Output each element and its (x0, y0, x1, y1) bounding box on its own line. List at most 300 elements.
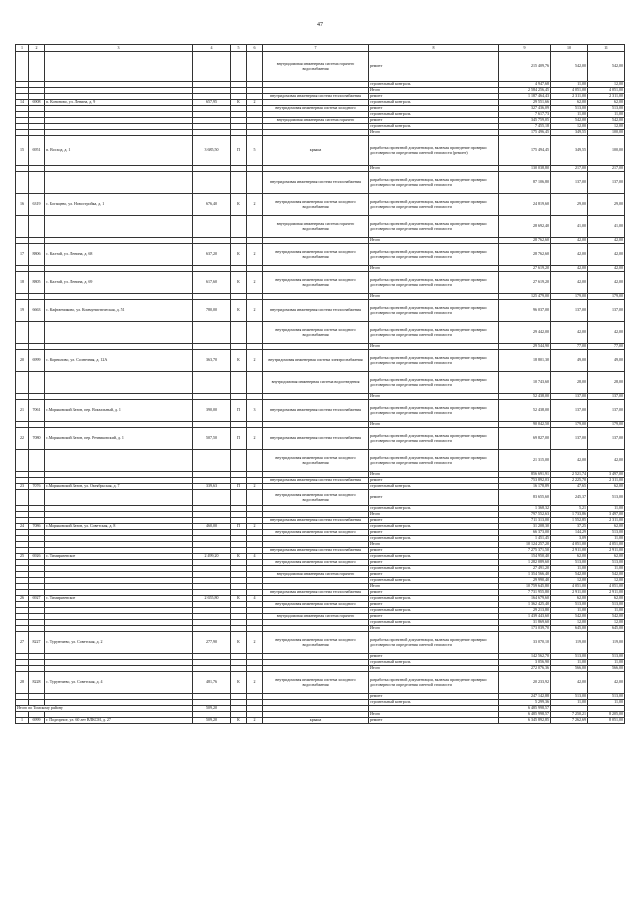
table-row (16, 490, 625, 506)
cell-cost: 175 494,45 (499, 136, 551, 166)
cell-work-type: ремонт (369, 52, 499, 82)
cell-max-unit-cost: 4 051,00 (588, 542, 625, 548)
cell-address: с. Тимирязевское (45, 554, 193, 560)
cell-unit-cost: 4 051,00 (551, 88, 588, 94)
cell-work-type: разработка проектной документации, включая проведение проверки достоверности определения сметной стоимости (369, 194, 499, 216)
cell-unit-cost: 29,00 (551, 194, 588, 216)
cell-unit-cost: 542,00 (551, 614, 588, 620)
table-row (16, 52, 625, 82)
cell-work-type: Итого (369, 584, 499, 590)
cell-system: внутридомовая инженерная система холодного водоснабжения (263, 450, 369, 472)
cell-row-number (16, 322, 29, 344)
cell-row-number (16, 450, 29, 472)
district-total-label: Итого по Томскому району (16, 706, 193, 712)
table-row (16, 244, 625, 266)
cell-area: 657,95 (193, 100, 231, 106)
cell-row-number (16, 172, 29, 194)
cell-work-type: разработка проектной документации, включая проведение проверки достоверности определения сметной стоимости (369, 428, 499, 450)
cell-unit-cost: 11,00 (551, 608, 588, 614)
cell-area: 363,70 (193, 350, 231, 372)
cell-max-unit-cost: 2 311,00 (588, 478, 625, 484)
cell-work-type: разработка проектной документации, включая проведение проверки достоверности определения сметной стоимости (369, 322, 499, 344)
cell-max-unit-cost: 42,00 (588, 272, 625, 294)
cell-max-unit-cost: 513,00 (588, 602, 625, 608)
cell-cost: 125 479,00 (499, 294, 551, 300)
cell-work-type: строительный контроль (369, 506, 499, 512)
cell-system: внутридомовая инженерная система холодного водоснабжения (263, 632, 369, 654)
cell-area: 2 499,20 (193, 554, 231, 560)
cell-work-type: ремонт (369, 490, 499, 506)
cell-unit-cost: 245,37 (551, 490, 588, 506)
cell-address: с. Калтай, ул. Ленина, д. 68 (45, 244, 193, 266)
cell-work-type: ремонт (369, 94, 499, 100)
column-header: 9 (499, 45, 551, 52)
cell-unit-cost: 137,00 (551, 428, 588, 450)
cell-max-unit-cost: 28,00 (588, 372, 625, 394)
cell-address: с. Турунтаево, ул. Советская, д. 2 (45, 632, 193, 654)
cell-max-unit-cost: 137,00 (588, 428, 625, 450)
cell-max-unit-cost: 62,00 (588, 100, 625, 106)
cell-row-number: 28 (16, 672, 29, 694)
cell-unit-cost: 7 250,21 (551, 712, 588, 718)
cell-cost: 31 869,60 (499, 620, 551, 626)
cell-house-id: 6663 (29, 300, 45, 322)
cell-cost: 27 491,20 (499, 566, 551, 572)
cell-unit-cost: 42,00 (551, 244, 588, 266)
cell-work-type: строительный контроль (369, 700, 499, 706)
cell-house-id: 6999 (29, 350, 45, 372)
cell-house-id: 6926 (29, 554, 45, 560)
cell-cost: 4 947,68 (499, 82, 551, 88)
cell-max-unit-cost: 12,00 (588, 124, 625, 130)
cell-cost: 29 551,66 (499, 100, 551, 106)
cell-work-type: Итого (369, 472, 499, 478)
cell-max-unit-cost: 77,00 (588, 344, 625, 350)
cell-unit-cost: 645,00 (551, 626, 588, 632)
cell-unit-cost: 62,00 (551, 554, 588, 560)
cell-work-type: Итого (369, 712, 499, 718)
table-row (16, 300, 625, 322)
cell-work-type: Итого (369, 166, 499, 172)
cell-work-type: ремонт (369, 694, 499, 700)
cell-work-type: ремонт (369, 118, 499, 124)
cell-cost: 1 354 566,40 (499, 572, 551, 578)
cell-unit-cost: 513,00 (551, 654, 588, 660)
cell-area (193, 216, 231, 238)
cell-building-type: К (231, 244, 247, 266)
cell-max-unit-cost: 42,00 (588, 238, 625, 244)
cell-house-id: 8806 (29, 244, 45, 266)
cell-area: 2 655,80 (193, 596, 231, 602)
cell-work-type: строительный контроль (369, 82, 499, 88)
cell-work-type: строительный контроль (369, 524, 499, 530)
cell-system: внутридомовая инженерная система горячего (263, 118, 369, 124)
cell-cost: 6 345 892,85 (499, 718, 551, 724)
cell-house-id: 6927 (29, 596, 45, 602)
cell-unit-cost: 179,00 (551, 294, 588, 300)
table-row (16, 450, 625, 472)
cell-cost: 2 584 256,45 (499, 88, 551, 94)
cell-floors: 4 (247, 554, 263, 560)
page-number: 47 (317, 22, 323, 28)
cell-floors (247, 322, 263, 344)
cell-row-number: 20 (16, 350, 29, 372)
cell-floors (247, 172, 263, 194)
repair-schedule-table (15, 44, 625, 724)
cell-max-unit-cost: 12,00 (588, 82, 625, 88)
cell-floors (247, 490, 263, 506)
cell-cost: 1 439 443,60 (499, 614, 551, 620)
cell-work-type: ремонт (369, 548, 499, 554)
cell-address: с. Тимирязевское (45, 596, 193, 602)
cell-row-number: 26 (16, 596, 29, 602)
cell-unit-cost: 5,21 (551, 506, 588, 512)
cell-unit-cost: 119,00 (551, 632, 588, 654)
cell-cost: 29 442,00 (499, 322, 551, 344)
cell-max-unit-cost: 542,00 (588, 614, 625, 620)
cell-row-number (16, 372, 29, 394)
cell-cost: 96 037,00 (499, 300, 551, 322)
cell-building-type: П (231, 484, 247, 490)
cell-cost: 18 801,30 (499, 350, 551, 372)
cell-max-unit-cost: 217,00 (588, 166, 625, 172)
cell-work-type: разработка проектной документации, включая проведение проверки достоверности определения сметной стоимости (369, 450, 499, 472)
cell-unit-cost: 566,00 (551, 666, 588, 672)
cell-unit-cost: 11,00 (551, 700, 588, 706)
cell-work-type: строительный контроль (369, 112, 499, 118)
cell-max-unit-cost: 12,00 (588, 620, 625, 626)
cell-cost: 175 496,45 (499, 130, 551, 136)
column-header: 10 (551, 45, 588, 52)
cell-house-id: 7076 (29, 484, 45, 490)
cell-system: внутридомовая инженерная система холодного водоснабжения (263, 244, 369, 266)
cell-address: с.Моряковский Затон, пер. Речниковский, д. 1 (45, 428, 193, 450)
table-row (16, 172, 625, 194)
cell-work-type: разработка проектной документации, включая проведение проверки достоверности определения сметной стоимости (369, 632, 499, 654)
cell-system: внутридомовая инженерная система холодного водоснабжения (263, 272, 369, 294)
cell-work-type: разработка проектной документации, включая проведение проверки достоверности определения сметной стоимости (369, 400, 499, 422)
cell-row-number: 1 (16, 718, 29, 724)
cell-area: 509,20 (193, 718, 231, 724)
cell-system: внутридомовая инженерная система теплоснабжения (263, 300, 369, 322)
cell-building-type: К (231, 300, 247, 322)
column-header: 8 (369, 45, 499, 52)
cell-work-type: строительный контроль (369, 536, 499, 542)
cell-unit-cost: 62,00 (551, 596, 588, 602)
cell-cost: 142 562,70 (499, 654, 551, 660)
cell-work-type: ремонт (369, 518, 499, 524)
cell-work-type: строительный контроль (369, 620, 499, 626)
cell-system: крыша (263, 718, 369, 724)
cell-unit-cost: 42,00 (551, 672, 588, 694)
cell-cost: 28 762,60 (499, 244, 551, 266)
cell-floors (247, 52, 263, 82)
cell-unit-cost: 179,00 (551, 422, 588, 428)
cell-unit-cost: 12,00 (551, 620, 588, 626)
cell-cost: 10 759 645,80 (499, 584, 551, 590)
table-row (16, 672, 625, 694)
cell-cost: 20 233,92 (499, 672, 551, 694)
cell-cost: 87 106,80 (499, 172, 551, 194)
cell-area: 637,20 (193, 244, 231, 266)
table-row (16, 272, 625, 294)
cell-system: внутридомовая инженерная система холодного (263, 602, 369, 608)
column-header: 2 (29, 45, 45, 52)
cell-max-unit-cost: 179,00 (588, 422, 625, 428)
cell-cost: 345 759,05 (499, 118, 551, 124)
cell-cost: 272 076,36 (499, 666, 551, 672)
cell-cost: 52 438,00 (499, 400, 551, 422)
cell-cost: 6 485 998,57 (499, 712, 551, 718)
cell-work-type: разработка проектной документации, включая проведение проверки достоверности определения сметной стоимости (369, 272, 499, 294)
cell-max-unit-cost: 11,00 (588, 536, 625, 542)
cell-area: 780,00 (193, 300, 231, 322)
table-row (16, 194, 625, 216)
cell-floors: 2 (247, 484, 263, 490)
cell-max-unit-cost: 513,00 (588, 694, 625, 700)
cell-building-type (231, 450, 247, 472)
cell-house-id (29, 450, 45, 472)
cell-address (45, 322, 193, 344)
cell-cost: 5 299,36 (499, 700, 551, 706)
cell-cost: 1 362 425,40 (499, 602, 551, 608)
cell-system: внутридомовая инженерная система горячего водоснабжения (263, 216, 369, 238)
cell-address: с. Калтай, ул. Ленина, д. 69 (45, 272, 193, 294)
cell-row-number: 17 (16, 244, 29, 266)
cell-floors: 2 (247, 350, 263, 372)
cell-cost: 215 409,76 (499, 52, 551, 82)
cell-row-number (16, 52, 29, 82)
cell-work-type: разработка проектной документации, включая проведение проверки достоверности определения сметной стоимости (369, 172, 499, 194)
cell-floors: 2 (247, 194, 263, 216)
cell-row-number: 27 (16, 632, 29, 654)
cell-building-type: К (231, 100, 247, 106)
cell-floors: 4 (247, 596, 263, 602)
cell-max-unit-cost: 42,00 (588, 672, 625, 694)
cell-cost: 21 315,00 (499, 450, 551, 472)
cell-max-unit-cost: 119,00 (588, 632, 625, 654)
cell-system: внутридомовая инженерная система теплоснабжения (263, 518, 369, 524)
cell-system: внутридомовая инженерная система холодного (263, 560, 369, 566)
cell-max-unit-cost: 513,00 (588, 490, 625, 506)
cell-unit-cost: 77,00 (551, 344, 588, 350)
cell-floors: 3 (247, 400, 263, 422)
cell-unit-cost: 137,00 (551, 394, 588, 400)
cell-unit-cost: 2 911,00 (551, 548, 588, 554)
cell-unit-cost: 12,00 (551, 578, 588, 584)
table-row (16, 372, 625, 394)
cell-max-unit-cost: 100,00 (588, 136, 625, 166)
cell-area: 676,40 (193, 194, 231, 216)
cell-floors (247, 372, 263, 394)
cell-area (193, 52, 231, 82)
cell-row-number: 21 (16, 400, 29, 422)
cell-unit-cost: 11,00 (551, 82, 588, 88)
cell-system: крыша (263, 136, 369, 166)
cell-max-unit-cost: 29,00 (588, 194, 625, 216)
cell-cost: 66 373,00 (499, 530, 551, 536)
cell-max-unit-cost: 11,00 (588, 700, 625, 706)
cell-cost: 90 042,50 (499, 422, 551, 428)
cell-unit-cost: 349,55 (551, 136, 588, 166)
cell-row-number: 23 (16, 484, 29, 490)
cell-max-unit-cost: 513,00 (588, 654, 625, 660)
cell-work-type: Итого (369, 422, 499, 428)
cell-address (45, 372, 193, 394)
cell-house-id: 8228 (29, 672, 45, 694)
cell-cost: 83 655,60 (499, 490, 551, 506)
cell-row-number: 14 (16, 100, 29, 106)
cell-max-unit-cost: 542,00 (588, 118, 625, 124)
cell-area: 507,50 (193, 428, 231, 450)
cell-cost: 7 275 371,50 (499, 548, 551, 554)
cell-unit-cost: 4 051,00 (551, 542, 588, 548)
cell-row-number: 22 (16, 428, 29, 450)
cell-work-type: строительный контроль (369, 608, 499, 614)
cell-max-unit-cost: 137,00 (588, 400, 625, 422)
cell-building-type: К (231, 272, 247, 294)
cell-area: 3 685,50 (193, 136, 231, 166)
cell-cost: 31 208,30 (499, 524, 551, 530)
cell-max-unit-cost: 11,00 (588, 112, 625, 118)
cell-max-unit-cost: 3 497,00 (588, 512, 625, 518)
table-header-row (16, 45, 625, 52)
cell-address: с.Моряковский Затон, ул. Советская, д. 8 (45, 524, 193, 530)
cell-max-unit-cost: 2 911,00 (588, 590, 625, 596)
cell-system: внутридомовая инженерная система холодного водоснабжения (263, 672, 369, 694)
cell-unit-cost: 144,29 (551, 530, 588, 536)
cell-work-type: ремонт (369, 614, 499, 620)
cell-unit-cost: 42,00 (551, 450, 588, 472)
cell-unit-cost: 37,25 (551, 524, 588, 530)
cell-row-number: 18 (16, 272, 29, 294)
cell-work-type: Итого (369, 344, 499, 350)
cell-max-unit-cost: 2 311,00 (588, 518, 625, 524)
cell-floors: 2 (247, 524, 263, 530)
cell-address (45, 490, 193, 506)
cell-address (45, 52, 193, 82)
cell-system: внутридомовая инженерная система теплоснабжения (263, 428, 369, 450)
cell-max-unit-cost: 137,00 (588, 300, 625, 322)
cell-floors: 2 (247, 100, 263, 106)
cell-system: внутридомовая инженерная система водоотведения (263, 372, 369, 394)
cell-system: внутридомовая инженерная система теплоснабжения (263, 590, 369, 596)
cell-unit-cost: 2 225,70 (551, 478, 588, 484)
cell-max-unit-cost: 3 497,00 (588, 472, 625, 478)
cell-max-unit-cost: 513,00 (588, 560, 625, 566)
cell-area: 460,00 (193, 524, 231, 530)
cell-cost: 29 213,80 (499, 608, 551, 614)
cell-address: п. Кононово, ул. Ленина, д. 9 (45, 100, 193, 106)
cell-work-type: разработка проектной документации, включая проведение проверки достоверности определения сметной стоимости (ремонт) (369, 136, 499, 166)
table-row (16, 322, 625, 344)
cell-building-type (231, 322, 247, 344)
cell-work-type: Итого (369, 512, 499, 518)
cell-cost: 29 544,90 (499, 344, 551, 350)
cell-unit-cost: 2 311,00 (551, 94, 588, 100)
cell-unit-cost: 217,00 (551, 166, 588, 172)
cell-floors (247, 450, 263, 472)
cell-floors: 2 (247, 718, 263, 724)
cell-address: с. Турунтаево, ул. Советская, д. 4 (45, 672, 193, 694)
cell-max-unit-cost: 62,00 (588, 524, 625, 530)
cell-work-type: разработка проектной документации, включая проведение проверки достоверности определения сметной стоимости (369, 300, 499, 322)
cell-max-unit-cost: 2 911,00 (588, 548, 625, 554)
cell-cost: 797 552,63 (499, 512, 551, 518)
cell-building-type (231, 172, 247, 194)
cell-cost: 29 990,40 (499, 578, 551, 584)
cell-unit-cost: 4 051,00 (551, 584, 588, 590)
cell-max-unit-cost: 100,00 (588, 130, 625, 136)
cell-unit-cost: 41,00 (551, 216, 588, 238)
table-row (16, 136, 625, 166)
cell-work-type: строительный контроль (369, 566, 499, 572)
cell-work-type: разработка проектной документации, включая проведение проверки достоверности определения сметной стоимости (369, 672, 499, 694)
cell-work-type: строительный контроль (369, 578, 499, 584)
cell-area: 481,76 (193, 672, 231, 694)
cell-area (193, 490, 231, 506)
cell-area: 617,60 (193, 272, 231, 294)
cell-building-type: П (231, 136, 247, 166)
cell-max-unit-cost: 42,00 (588, 322, 625, 344)
cell-building-type: П (231, 524, 247, 530)
cell-unit-cost: 542,00 (551, 118, 588, 124)
cell-row-number (16, 490, 29, 506)
cell-work-type: разработка проектной документации, включая проведение проверки достоверности определения сметной стоимости (369, 372, 499, 394)
cell-house-id: 6999 (29, 718, 45, 724)
cell-row-number: 15 (16, 136, 29, 166)
cell-system: внутридомовая инженерная система теплоснабжения (263, 172, 369, 194)
cell-floors: 2 (247, 300, 263, 322)
cell-work-type: ремонт (369, 654, 499, 660)
table-row (16, 216, 625, 238)
cell-work-type: Итого (369, 238, 499, 244)
cell-row-number: 16 (16, 194, 29, 216)
cell-max-unit-cost: 542,00 (588, 572, 625, 578)
cell-work-type: строительный контроль (369, 124, 499, 130)
cell-cost: 10 124 257,20 (499, 542, 551, 548)
cell-house-id (29, 216, 45, 238)
cell-floors: 2 (247, 244, 263, 266)
column-header: 3 (45, 45, 193, 52)
cell-cost: 3 056,90 (499, 660, 551, 666)
cell-work-type: разработка проектной документации, включая проведение проверки достоверности определения сметной стоимости (369, 244, 499, 266)
cell-max-unit-cost: 8 051,00 (588, 718, 625, 724)
cell-house-id: 6951 (29, 136, 45, 166)
cell-cost: 33 070,10 (499, 632, 551, 654)
cell-floors: 2 (247, 672, 263, 694)
cell-address (45, 216, 193, 238)
cell-cost: 1 451,45 (499, 536, 551, 542)
cell-house-id (29, 322, 45, 344)
cell-cost: 1 187 464,43 (499, 94, 551, 100)
cell-unit-cost: 513,00 (551, 106, 588, 112)
cell-max-unit-cost: 8 205,00 (588, 712, 625, 718)
cell-cost: 130 038,80 (499, 166, 551, 172)
cell-building-type: П (231, 428, 247, 450)
cell-max-unit-cost: 42,00 (588, 244, 625, 266)
cell-area (193, 372, 231, 394)
cell-work-type: Итого (369, 626, 499, 632)
cell-work-type: разработка проектной документации, включая проведение проверки достоверности определения сметной стоимости (369, 216, 499, 238)
cell-max-unit-cost: 4 051,00 (588, 88, 625, 94)
cell-unit-cost: 3,09 (551, 536, 588, 542)
cell-system: внутридомовая инженерная система холодного водоснабжения (263, 490, 369, 506)
cell-unit-cost: 42,00 (551, 238, 588, 244)
cell-cost: 52 438,00 (499, 394, 551, 400)
cell-building-type: К (231, 672, 247, 694)
cell-cost: 7 455,18 (499, 124, 551, 130)
